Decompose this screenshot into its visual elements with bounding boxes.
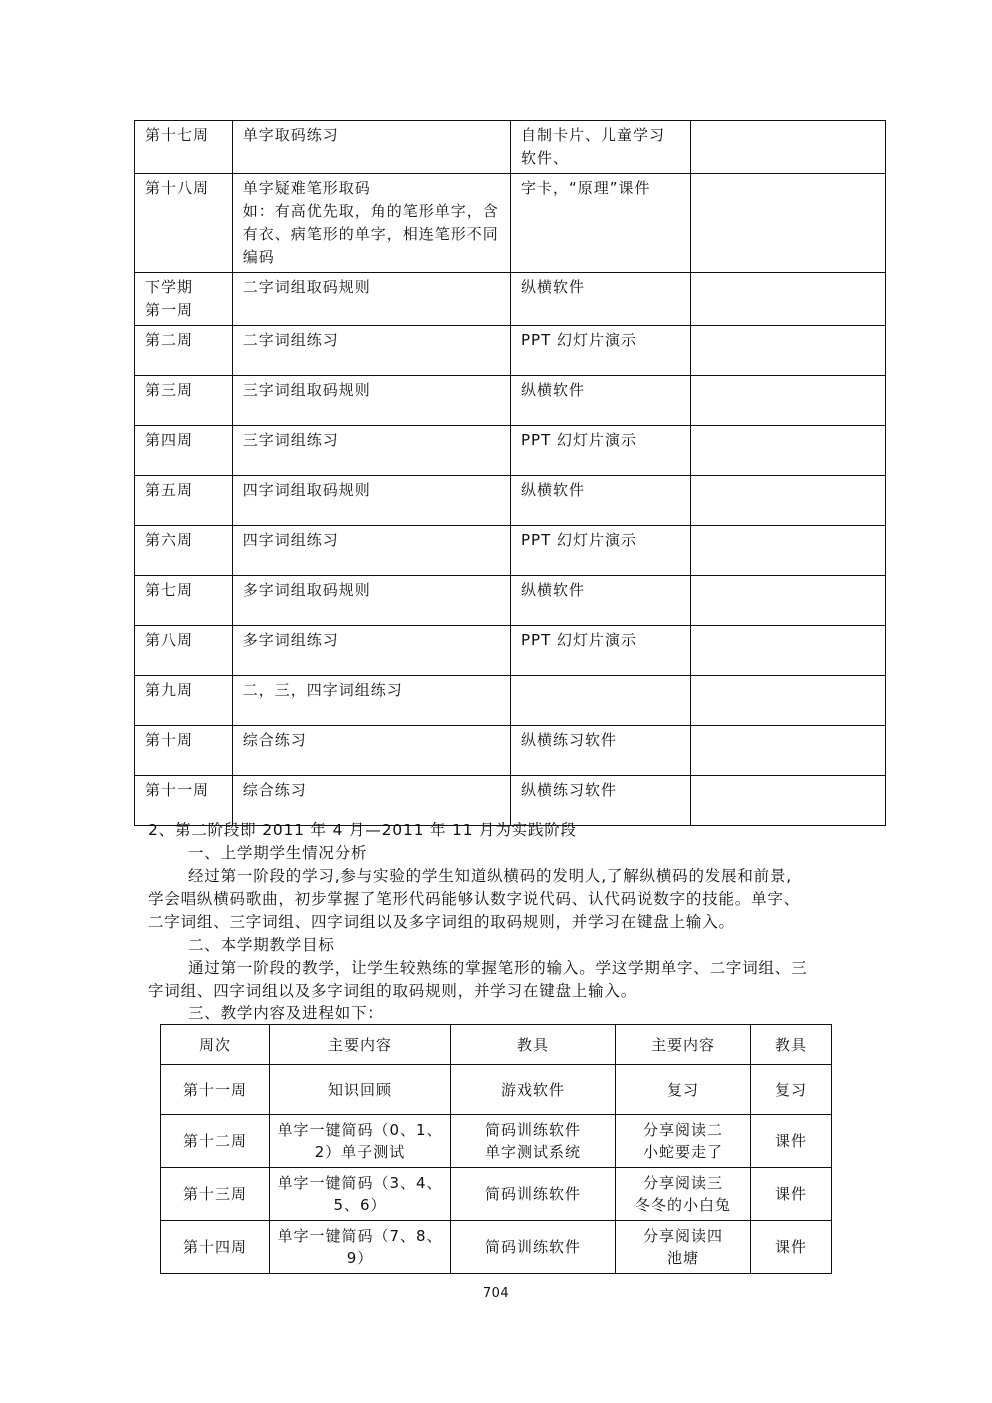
paragraph-2-line: 字词组、四字词组以及多字词组的取码规则，并学习在键盘上输入。 — [148, 982, 638, 1000]
table-row — [135, 476, 886, 526]
week-cell: 第十一周 — [135, 776, 233, 826]
note-cell — [691, 174, 886, 273]
content-cell: 单字疑难笔形取码 如：有高优先取，角的笔形单字，含有衣、病笔形的单字，相连笔形不同编码 — [232, 174, 510, 273]
content-cell-2: 分享阅读四 池塘 — [616, 1221, 751, 1274]
section-heading-1: 一、上学期学生情况分析 — [188, 844, 368, 862]
content-cell: 二字词组练习 — [232, 326, 510, 376]
week-cell: 第十二周 — [161, 1115, 270, 1168]
tool-cell-2: 课件 — [751, 1115, 832, 1168]
week-cell: 第七周 — [135, 576, 233, 626]
header-cell: 教具 — [451, 1025, 616, 1065]
tool-cell: 简码训练软件 — [451, 1221, 616, 1274]
tool-cell — [510, 676, 690, 726]
table-row — [161, 1221, 832, 1274]
paragraph-1-line: 二字词组、三字词组、四字词组以及多字词组的取码规则，并学习在键盘上输入。 — [148, 913, 735, 931]
content-cell: 三字词组练习 — [232, 426, 510, 476]
tool-cell: PPT 幻灯片演示 — [510, 626, 690, 676]
tool-cell: 纵横软件 — [510, 376, 690, 426]
week-cell: 第八周 — [135, 626, 233, 676]
content-cell: 知识回顾 — [270, 1065, 451, 1115]
table-row — [161, 1115, 832, 1168]
tool-cell: 纵横练习软件 — [510, 726, 690, 776]
week-cell: 第十八周 — [135, 174, 233, 273]
note-cell — [691, 726, 886, 776]
content-cell: 单字取码练习 — [232, 121, 510, 174]
content-cell-2: 分享阅读二 小蛇要走了 — [616, 1115, 751, 1168]
table-row — [135, 273, 886, 326]
tool-cell: 纵横练习软件 — [510, 776, 690, 826]
paragraph-1-line: 学会唱纵横码歌曲，初步掌握了笔形代码能够认数字说代码、认代码说数字的技能。单字、 — [148, 890, 801, 908]
table-row — [135, 121, 886, 174]
week-cell: 下学期 第一周 — [135, 273, 233, 326]
content-cell: 综合练习 — [232, 726, 510, 776]
content-cell: 单字一键简码（3、4、5、6） — [270, 1168, 451, 1221]
content-cell: 单字一键简码（0、1、2）单子测试 — [270, 1115, 451, 1168]
table-row — [135, 326, 886, 376]
tool-cell: PPT 幻灯片演示 — [510, 326, 690, 376]
tool-cell: 字卡，“原理”课件 — [510, 174, 690, 273]
content-cell: 多字词组练习 — [232, 626, 510, 676]
note-cell — [691, 676, 886, 726]
week-cell: 第十一周 — [161, 1065, 270, 1115]
note-cell — [691, 273, 886, 326]
note-cell — [691, 326, 886, 376]
week-cell: 第三周 — [135, 376, 233, 426]
note-cell — [691, 576, 886, 626]
week-cell: 第九周 — [135, 676, 233, 726]
week-cell: 第十三周 — [161, 1168, 270, 1221]
tool-cell: 纵横软件 — [510, 576, 690, 626]
tool-cell: 简码训练软件 单字测试系统 — [451, 1115, 616, 1168]
note-cell — [691, 526, 886, 576]
week-cell: 第二周 — [135, 326, 233, 376]
table-row — [161, 1168, 832, 1221]
note-cell — [691, 121, 886, 174]
tool-cell: 简码训练软件 — [451, 1168, 616, 1221]
content-cell: 综合练习 — [232, 776, 510, 826]
week-cell: 第十七周 — [135, 121, 233, 174]
page-number: 704 — [482, 1286, 510, 1301]
content-cell-2: 分享阅读三 冬冬的小白兔 — [616, 1168, 751, 1221]
content-cell: 四字词组练习 — [232, 526, 510, 576]
week-cell: 第十周 — [135, 726, 233, 776]
content-cell: 二，三，四字词组练习 — [232, 676, 510, 726]
table-row — [135, 426, 886, 476]
table-row — [135, 626, 886, 676]
tool-cell: PPT 幻灯片演示 — [510, 526, 690, 576]
section-heading-2: 二、本学期教学目标 — [188, 936, 335, 954]
schedule-table-1 — [134, 120, 886, 826]
content-cell-2: 复习 — [616, 1065, 751, 1115]
tool-cell-2: 课件 — [751, 1221, 832, 1274]
table-row — [135, 726, 886, 776]
table-row — [135, 776, 886, 826]
content-cell: 三字词组取码规则 — [232, 376, 510, 426]
paragraph-2-line: 通过第一阶段的教学，让学生较熟练的掌握笔形的输入。学这学期单字、二字词组、三 — [188, 959, 808, 977]
header-cell: 周次 — [161, 1025, 270, 1065]
tool-cell-2: 复习 — [751, 1065, 832, 1115]
content-cell: 四字词组取码规则 — [232, 476, 510, 526]
header-cell: 教具 — [751, 1025, 832, 1065]
tool-cell: PPT 幻灯片演示 — [510, 426, 690, 476]
tool-cell: 自制卡片、儿童学习软件、 — [510, 121, 690, 174]
week-cell: 第六周 — [135, 526, 233, 576]
note-cell — [691, 776, 886, 826]
header-cell: 主要内容 — [270, 1025, 451, 1065]
note-cell — [691, 626, 886, 676]
table-row — [135, 676, 886, 726]
content-cell: 多字词组取码规则 — [232, 576, 510, 626]
week-cell: 第十四周 — [161, 1221, 270, 1274]
tool-cell-2: 课件 — [751, 1168, 832, 1221]
table-row — [161, 1065, 832, 1115]
tool-cell: 纵横软件 — [510, 273, 690, 326]
table-header-row — [161, 1025, 832, 1065]
note-cell — [691, 476, 886, 526]
tool-cell: 纵横软件 — [510, 476, 690, 526]
content-cell: 二字词组取码规则 — [232, 273, 510, 326]
content-cell: 单字一键简码（7、8、9） — [270, 1221, 451, 1274]
section-heading-3: 三、教学内容及进程如下： — [188, 1004, 384, 1022]
paragraph-1-line: 经过第一阶段的学习,参与实验的学生知道纵横码的发明人,了解纵横码的发展和前景, — [188, 867, 792, 885]
schedule-table-2 — [160, 1024, 832, 1274]
note-cell — [691, 426, 886, 476]
table-row — [135, 376, 886, 426]
header-cell: 主要内容 — [616, 1025, 751, 1065]
tool-cell: 游戏软件 — [451, 1065, 616, 1115]
week-cell: 第五周 — [135, 476, 233, 526]
stage-heading: 2、第二阶段即 2011 年 4 月—2011 年 11 月为实践阶段 — [148, 821, 577, 839]
note-cell — [691, 376, 886, 426]
table-row — [135, 526, 886, 576]
week-cell: 第四周 — [135, 426, 233, 476]
table-row — [135, 174, 886, 273]
table-row — [135, 576, 886, 626]
